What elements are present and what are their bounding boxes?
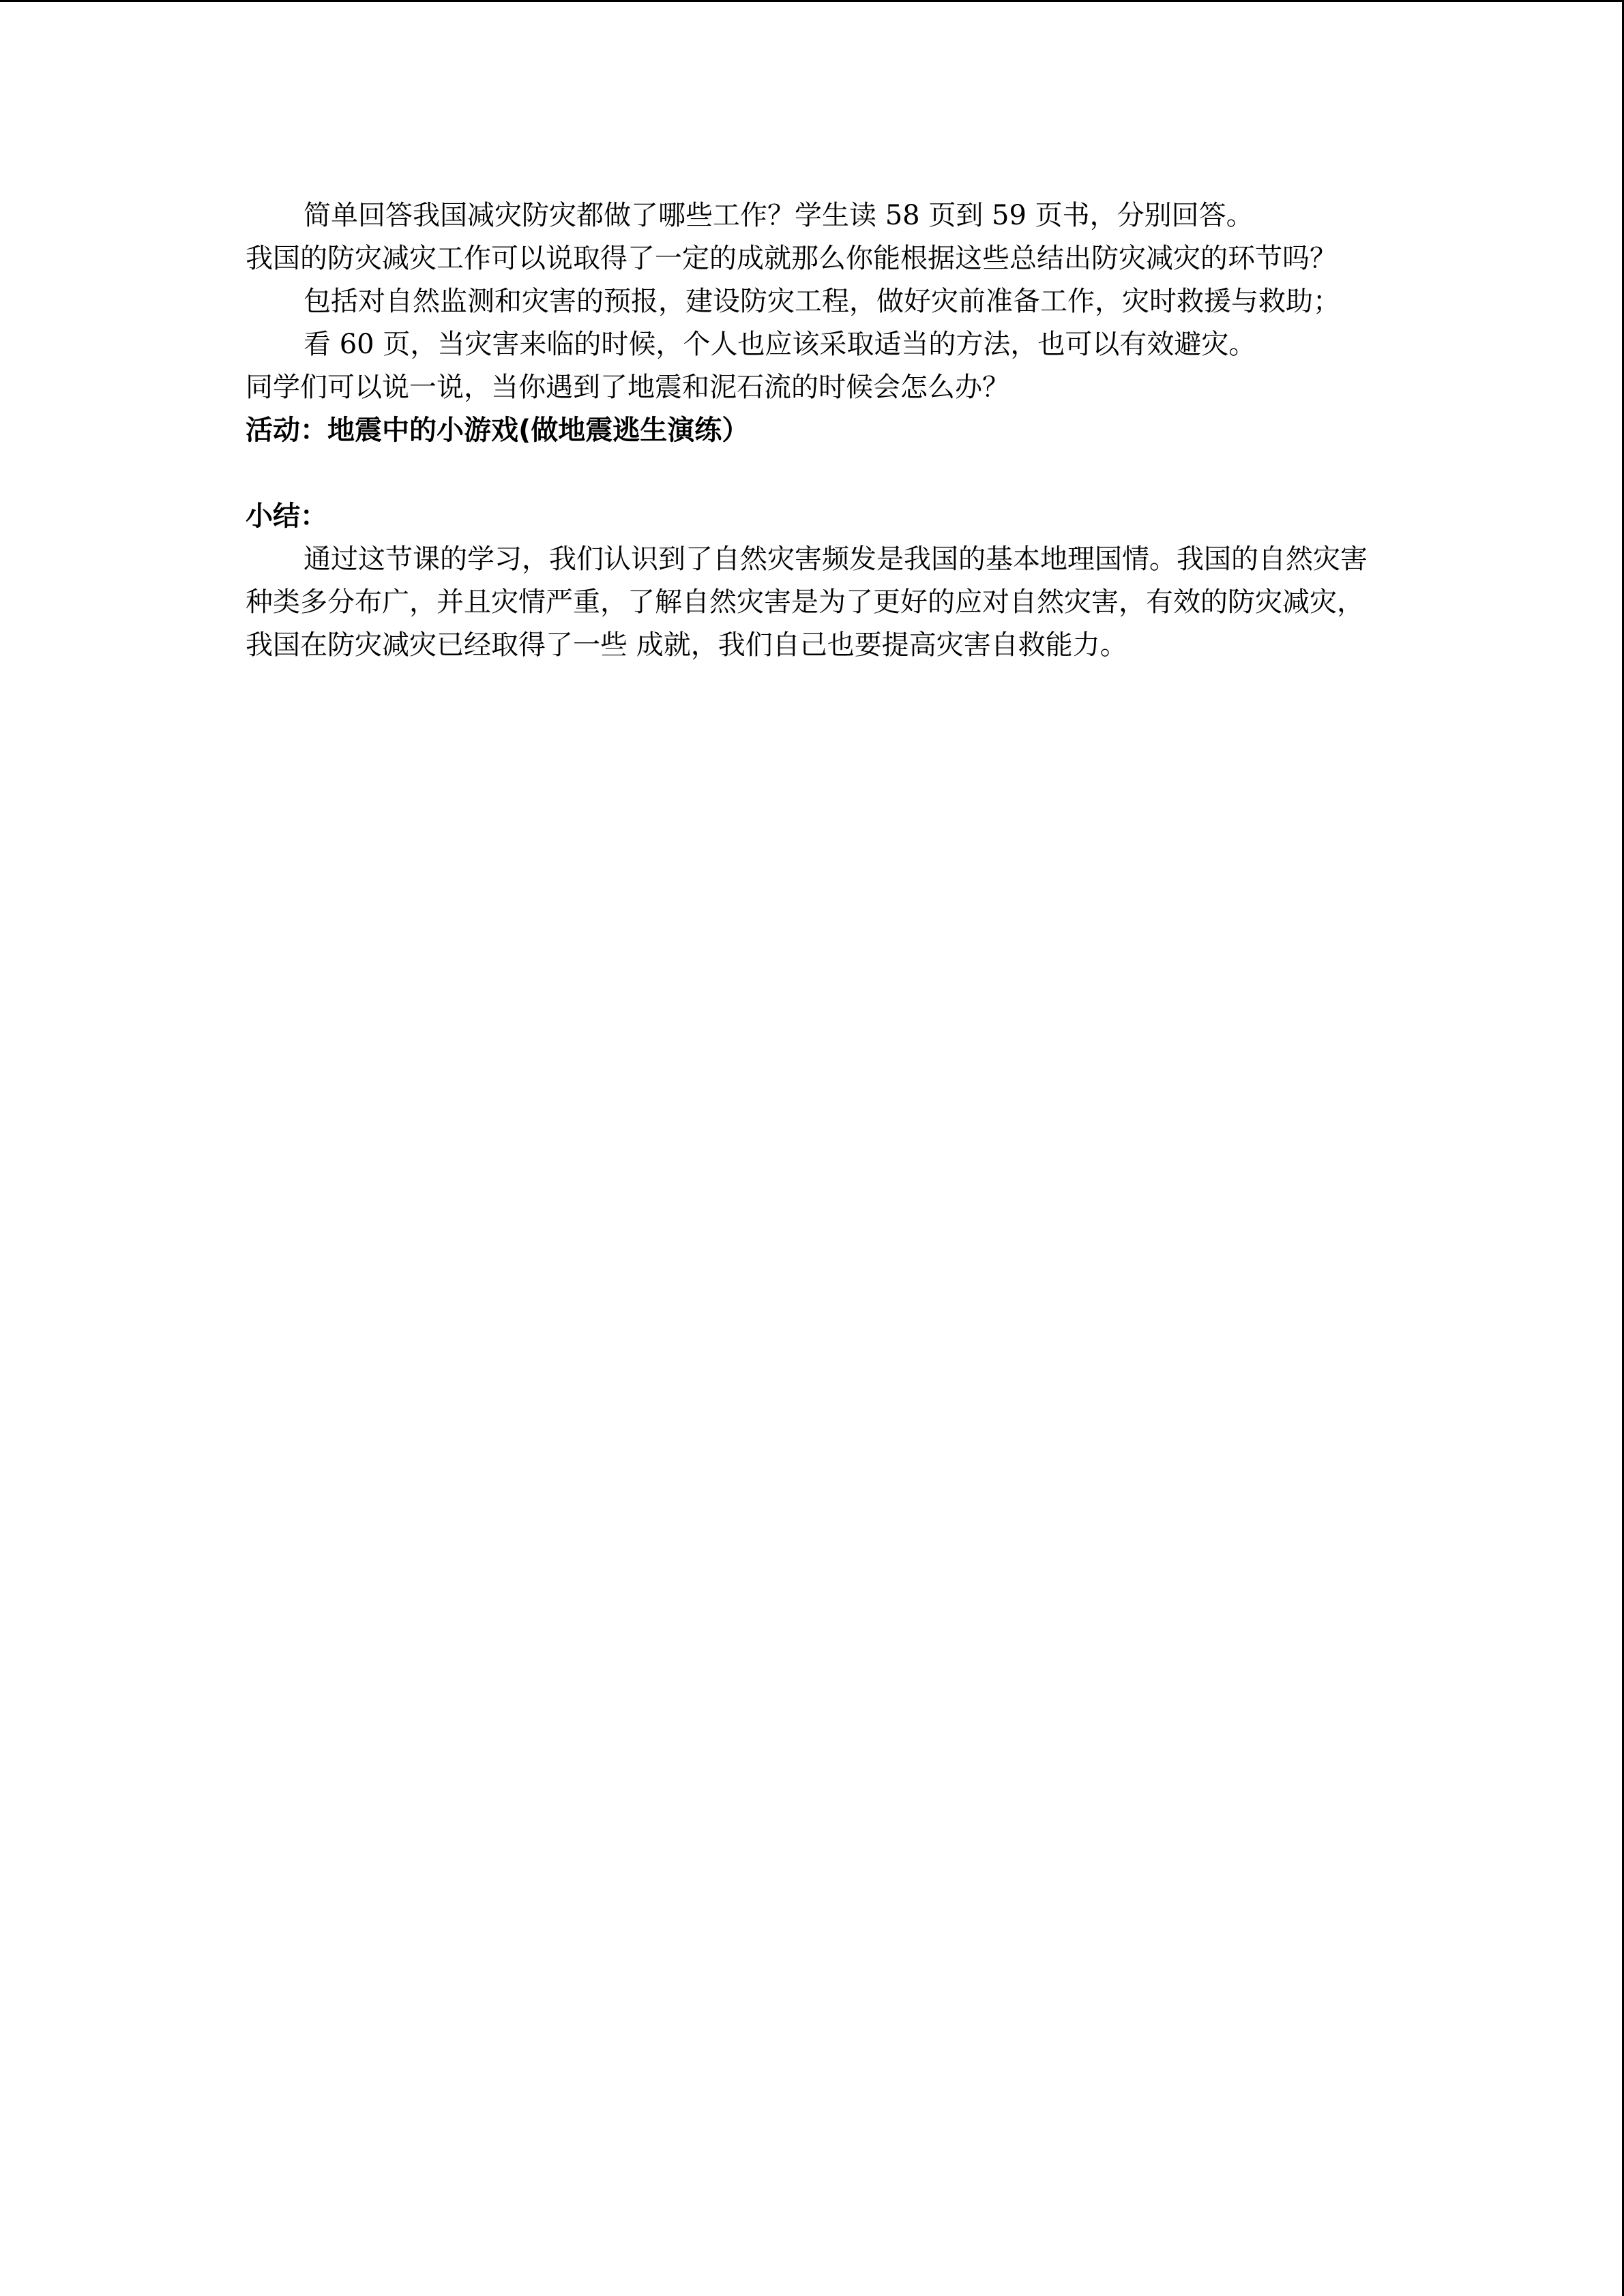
activity-heading: 活动：地震中的小游戏(做地震逃生演练） <box>246 415 750 446</box>
paragraph-achievements-question: 我国的防灾减灾工作可以说取得了一定的成就那么你能根据这些总结出防灾减灾的环节吗？ <box>246 243 1337 274</box>
paragraph-question-disaster-work: 简单回答我国减灾防灾都做了哪些工作？学生读 58 页到 59 页书，分别回答。 <box>304 200 1254 231</box>
summary-body: 通过这节课的学习，我们认识到了自然灾害频发是我国的基本地理国情。我国的自然灾害种类多分布广，并且灾情严重，了解自然灾害是为了更好的应对自然灾害，有效的防灾减灾，我国在防灾减灾已经取得了一些 成就，我们自己也要提高灾害自救能力。 <box>246 543 1368 661</box>
blank-line <box>246 452 1378 495</box>
paragraph-page-60: 看 60 页，当灾害来临的时候，个人也应该采取适当的方法，也可以有效避灾。 <box>304 329 1256 360</box>
paragraph-disaster-steps: 包括对自然监测和灾害的预报，建设防灾工程，做好灾前准备工作，灾时救援与救助； <box>304 286 1340 317</box>
document-body <box>246 194 1378 667</box>
summary-heading: 小结： <box>246 501 327 532</box>
paragraph-earthquake-question: 同学们可以说一说，当你遇到了地震和泥石流的时候会怎么办？ <box>246 372 1009 403</box>
